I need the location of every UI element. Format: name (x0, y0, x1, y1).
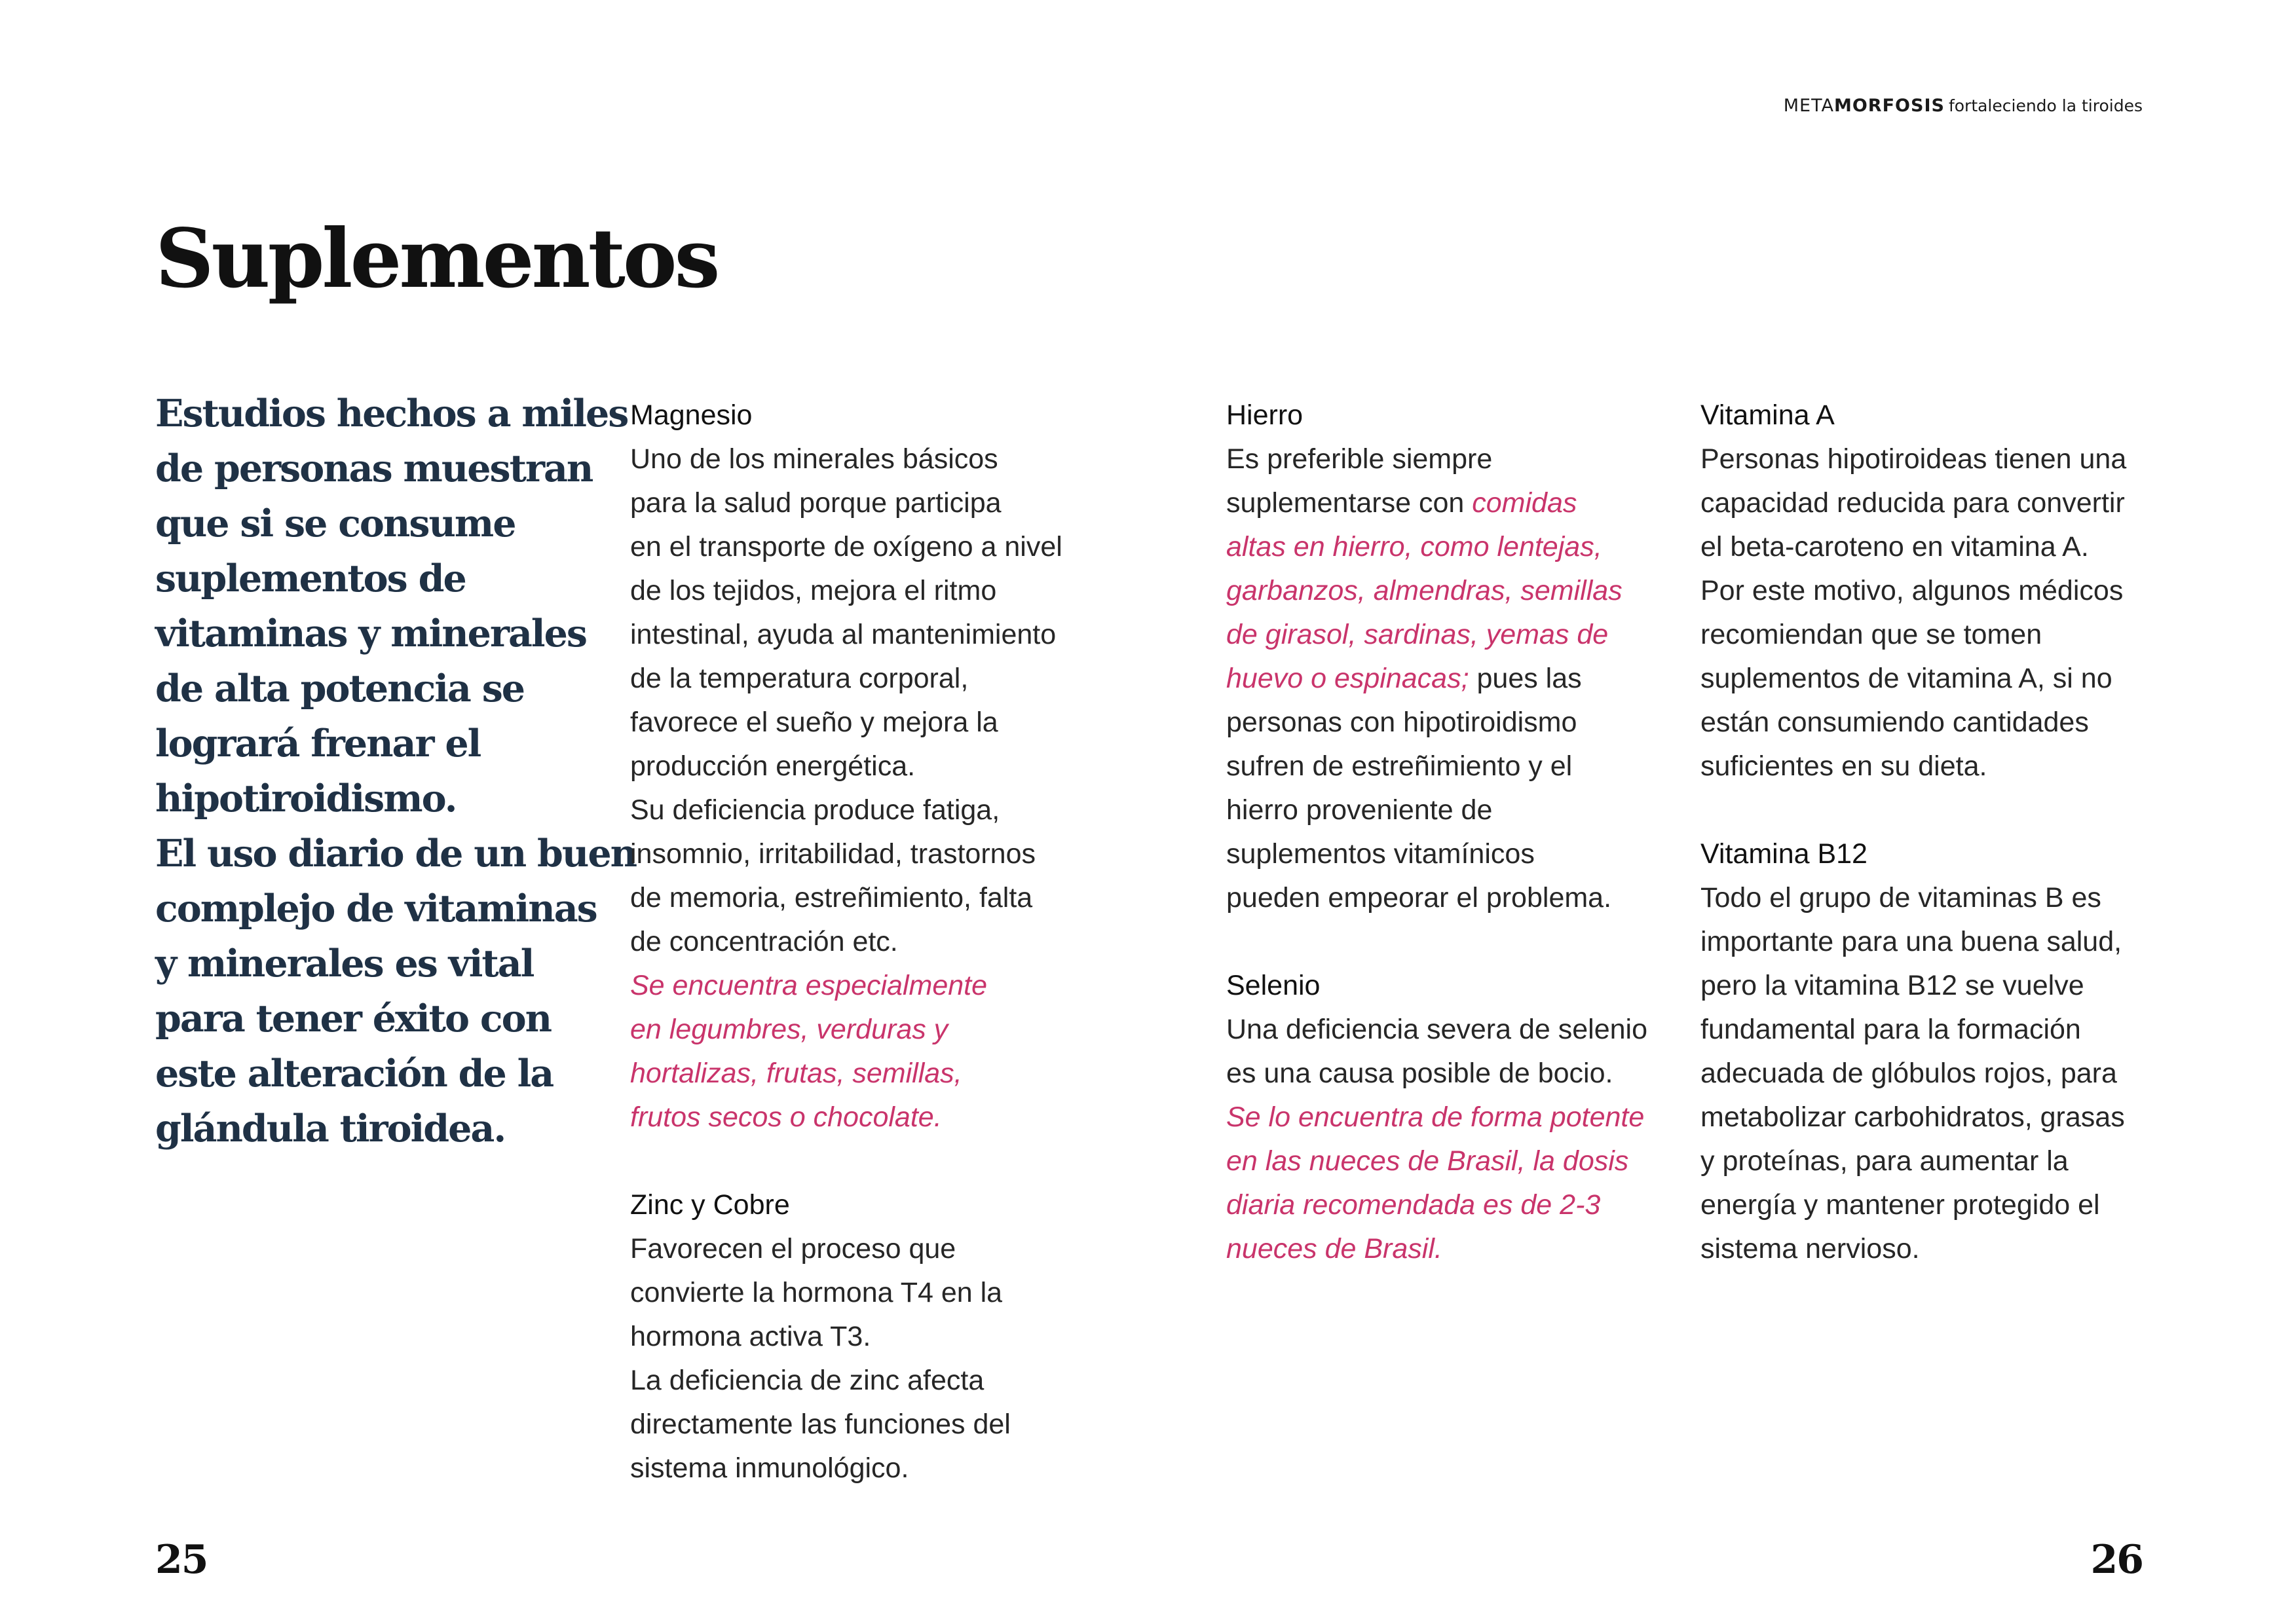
highlight-text: comidas (1472, 487, 1577, 519)
intro-line: Estudios hechos a miles (155, 392, 628, 435)
section-selenio (1226, 964, 1678, 1271)
intro-line: logrará frenar el (155, 722, 481, 766)
body-line: hierro proveniente de (1226, 794, 1493, 826)
body-line: importante para una buena salud, (1700, 926, 2122, 957)
body-line: para la salud porque participa (630, 487, 1002, 519)
section-heading: Hierro (1226, 399, 1304, 431)
body-line: hormona activa T3. (630, 1321, 871, 1352)
highlight-line: en legumbres, verduras y (630, 1014, 948, 1045)
body-line: adecuada de glóbulos rojos, para (1700, 1058, 2117, 1089)
body-line: sufren de estreñimiento y el (1226, 750, 1573, 782)
column-hierro-selenio (1226, 394, 1678, 1271)
intro-line: glándula tiroidea. (155, 1107, 506, 1151)
section-vitamina-a (1700, 394, 2159, 788)
section-vitamina-b12 (1700, 832, 2159, 1271)
highlight-text: huevo o espinacas; (1226, 663, 1469, 694)
highlight-line: nueces de Brasil. (1226, 1233, 1442, 1264)
body-line: pueden empeorar el problema. (1226, 882, 1612, 913)
page-title: Suplementos (155, 212, 718, 306)
body-line: metabolizar carbohidratos, grasas (1700, 1101, 2125, 1133)
body-line: de concentración etc. (630, 926, 898, 957)
body-line (1226, 657, 1678, 701)
brand-meta: META (1783, 96, 1834, 116)
section-heading: Vitamina A (1700, 399, 1835, 431)
intro-line: este alteración de la (155, 1052, 554, 1096)
intro-statement (155, 386, 637, 1156)
body-line: de memoria, estreñimiento, falta (630, 882, 1033, 913)
body-line: sistema inmunológico. (630, 1452, 909, 1484)
column-vitaminas (1700, 394, 2159, 1271)
body-line: el beta-caroteno en vitamina A. (1700, 531, 2089, 563)
body-line: Uno de los minerales básicos (630, 443, 998, 475)
column-magnesio-zinc (630, 394, 1082, 1490)
body-line: favorece el sueño y mejora la (630, 707, 998, 738)
section-zinc-cobre (630, 1183, 1082, 1490)
body-line: y proteínas, para aumentar la (1700, 1145, 2069, 1177)
section-heading: Zinc y Cobre (630, 1189, 790, 1221)
body-line: directamente las funciones del (630, 1409, 1011, 1440)
body-line: de la temperatura corporal, (630, 663, 969, 694)
body-line: intestinal, ayuda al mantenimiento (630, 619, 1057, 650)
section-heading: Magnesio (630, 399, 753, 431)
body-line: insomnio, irritabilidad, trastornos (630, 838, 1036, 870)
body-line: Es preferible siempre (1226, 443, 1493, 475)
highlight-line: en las nueces de Brasil, la dosis (1226, 1145, 1629, 1177)
body-line: convierte la hormona T4 en la (630, 1277, 1003, 1308)
body-line: Todo el grupo de vitaminas B es (1700, 882, 2101, 913)
body-text: pues las (1469, 663, 1582, 694)
body-line: Su deficiencia produce fatiga, (630, 794, 1000, 826)
header-subtitle: fortaleciendo la tiroides (1948, 96, 2143, 115)
intro-line: para tener éxito con (155, 997, 552, 1041)
page-number-left: 25 (155, 1537, 208, 1583)
body-line: suplementos de vitamina A, si no (1700, 663, 2112, 694)
body-line: personas con hipotiroidismo (1226, 707, 1577, 738)
body-line: fundamental para la formación (1700, 1014, 2081, 1045)
running-header (1784, 96, 2143, 116)
highlight-line: Se encuentra especialmente (630, 970, 988, 1001)
intro-line: y minerales es vital (155, 942, 534, 986)
brand-morfosis: MORFOSIS (1833, 96, 1945, 116)
intro-line: complejo de vitaminas (155, 887, 597, 931)
highlight-line: Se lo encuentra de forma potente (1226, 1101, 1645, 1133)
body-line: producción energética. (630, 750, 916, 782)
body-line: están consumiendo cantidades (1700, 707, 2089, 738)
body-line: de los tejidos, mejora el ritmo (630, 575, 997, 606)
body-line: Personas hipotiroideas tienen una (1700, 443, 2127, 475)
body-line: capacidad reducida para convertir (1700, 487, 2125, 519)
body-line: La deficiencia de zinc afecta (630, 1365, 985, 1396)
highlight-line: de girasol, sardinas, yemas de (1226, 619, 1609, 650)
section-hierro (1226, 394, 1678, 920)
body-line: energía y mantener protegido el (1700, 1189, 2100, 1221)
highlight-line: diaria recomendada es de 2-3 (1226, 1189, 1601, 1221)
intro-line: de alta potencia se (155, 667, 525, 710)
body-line: suplementos vitamínicos (1226, 838, 1535, 870)
body-line: Por este motivo, algunos médicos (1700, 575, 2124, 606)
intro-line: El uso diario de un buen (155, 832, 637, 876)
body-line: suficientes en su dieta. (1700, 750, 1987, 782)
body-line (1226, 481, 1678, 525)
page-number-right: 26 (2090, 1537, 2143, 1583)
highlight-line: altas en hierro, como lentejas, (1226, 531, 1602, 563)
body-line: Una deficiencia severa de selenio (1226, 1014, 1648, 1045)
intro-line: hipotiroidismo. (155, 777, 457, 821)
body-line: Favorecen el proceso que (630, 1233, 956, 1264)
highlight-line: garbanzos, almendras, semillas (1226, 575, 1623, 606)
section-heading: Selenio (1226, 970, 1321, 1001)
body-line: sistema nervioso. (1700, 1233, 1920, 1264)
intro-line: suplementos de (155, 557, 466, 600)
highlight-line: frutos secos o chocolate. (630, 1101, 942, 1133)
body-line: en el transporte de oxígeno a nivel (630, 531, 1062, 563)
body-line: es una causa posible de bocio. (1226, 1058, 1613, 1089)
intro-line: de personas muestran (155, 447, 593, 490)
section-magnesio (630, 394, 1082, 1139)
intro-line: vitaminas y minerales (155, 612, 586, 655)
body-line: recomiendan que se tomen (1700, 619, 2042, 650)
highlight-line: hortalizas, frutas, semillas, (630, 1058, 962, 1089)
body-line: pero la vitamina B12 se vuelve (1700, 970, 2084, 1001)
body-text: suplementarse con (1226, 487, 1473, 519)
intro-line: que si se consume (155, 502, 516, 545)
section-heading: Vitamina B12 (1700, 838, 1868, 870)
